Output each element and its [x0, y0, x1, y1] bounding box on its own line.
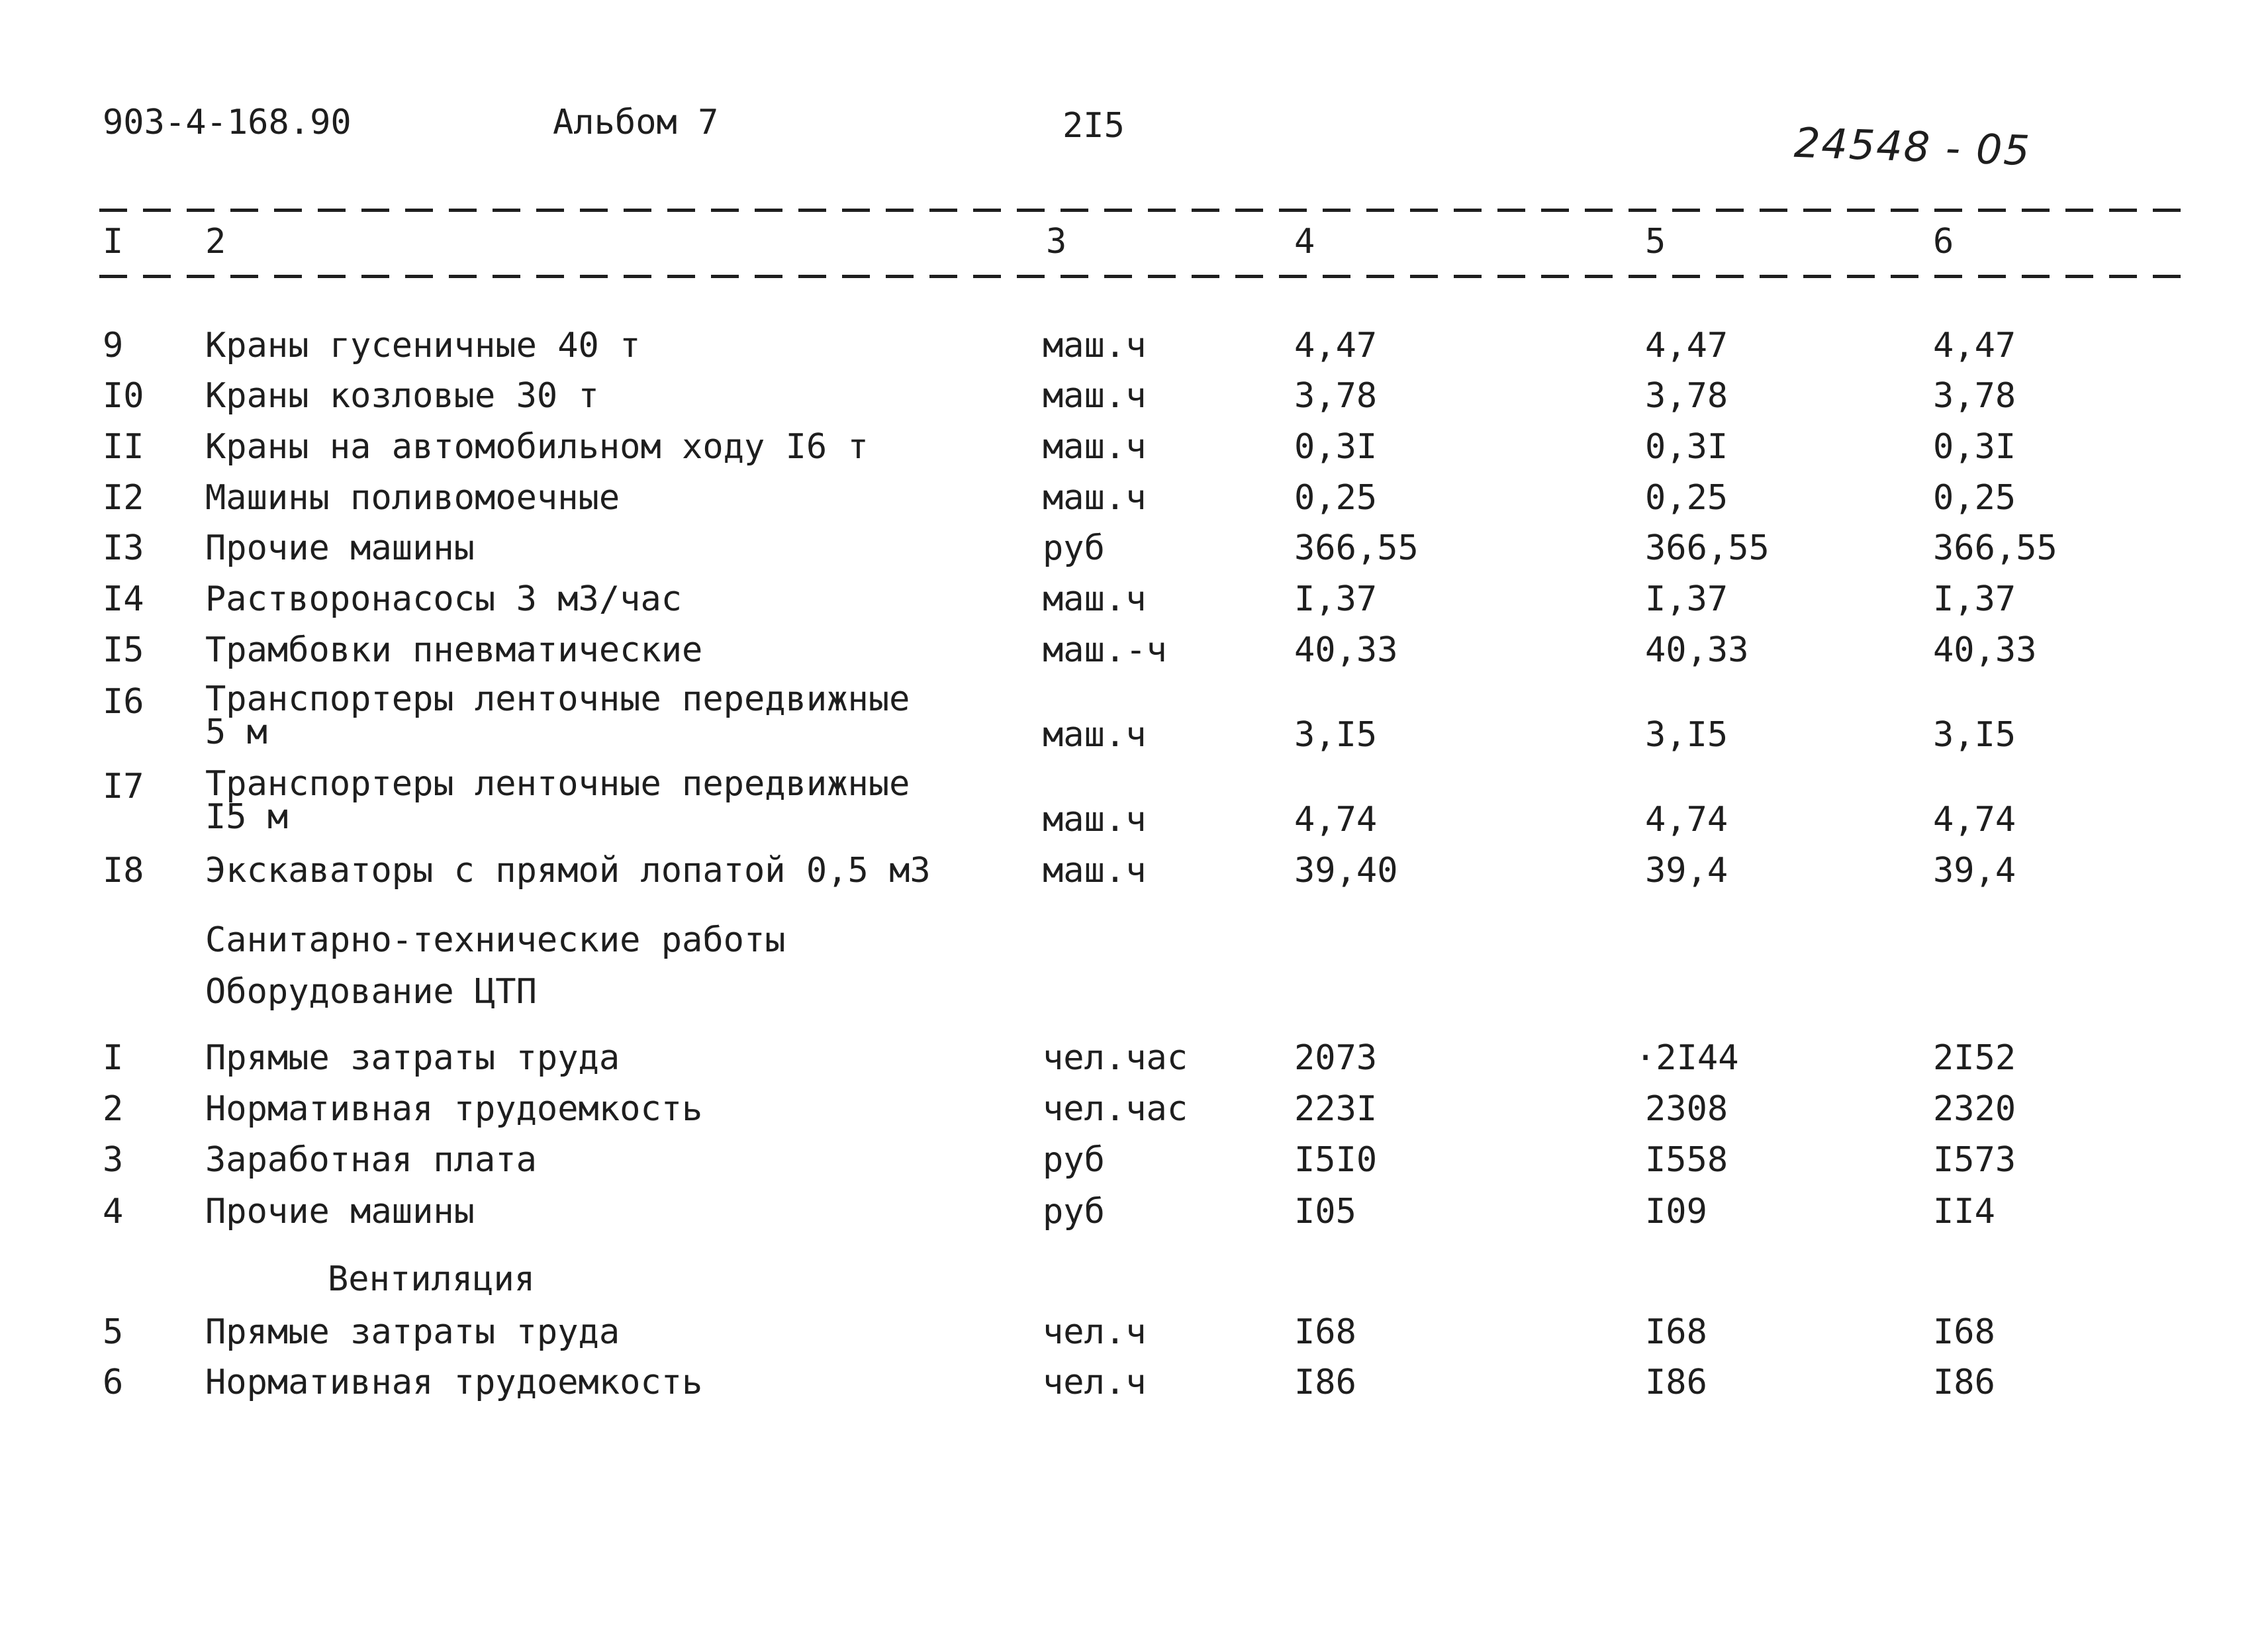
row-unit: чел.ч	[1043, 1312, 1147, 1352]
row-value-6: I68	[1933, 1312, 1995, 1352]
row-name: Транспортеры ленточные передвижные	[205, 764, 910, 804]
row-name: Нормативная трудоемкость	[205, 1089, 703, 1129]
row-number: I5	[103, 630, 144, 670]
row-name: Краны козловые 30 т	[205, 376, 599, 416]
row-name: Трамбовки пневматические	[205, 630, 703, 670]
row-number: I2	[103, 478, 144, 518]
row-value-4: 0,25	[1294, 478, 1378, 518]
row-value-6: I573	[1933, 1140, 2016, 1180]
row-name: Прямые затраты труда	[205, 1038, 620, 1078]
row-number: 6	[103, 1363, 124, 1402]
row-name: Прямые затраты труда	[205, 1312, 620, 1352]
row-unit: маш.-ч	[1043, 630, 1167, 670]
row-number: I7	[103, 767, 144, 806]
col-header-4: 4	[1294, 222, 1315, 262]
row-value-5: 40,33	[1645, 630, 1749, 670]
row-unit: маш.ч	[1043, 579, 1147, 619]
row-name: Заработная плата	[205, 1140, 537, 1180]
row-value-6: II4	[1933, 1192, 1995, 1232]
row-number: I8	[103, 851, 144, 891]
row-value-6: 3,I5	[1933, 715, 2016, 755]
col-header-1: I	[103, 222, 124, 262]
row-value-6: 3,78	[1933, 376, 2016, 416]
row-name: Растворонасосы 3 м3/час	[205, 579, 683, 619]
row-value-4: 4,47	[1294, 326, 1378, 365]
row-value-5: ·2I44	[1635, 1038, 1739, 1078]
section-title-sanitary: Санитарно-технические работы	[205, 920, 786, 960]
row-value-4: I86	[1294, 1363, 1356, 1402]
row-number: II	[103, 427, 144, 467]
bottom-dashed-rule	[99, 275, 2185, 278]
row-name: Транспортеры ленточные передвижные	[205, 679, 910, 719]
doc-code: 903-4-168.90	[103, 103, 352, 142]
row-value-5: 4,47	[1645, 326, 1728, 365]
row-unit: маш.ч	[1043, 800, 1147, 840]
row-value-5: I68	[1645, 1312, 1707, 1352]
row-value-4: 40,33	[1294, 630, 1398, 670]
row-name: Прочие машины	[205, 528, 475, 568]
row-unit: руб	[1043, 528, 1105, 568]
row-name: Прочие машины	[205, 1192, 475, 1232]
row-name: Краны на автомобильном ходу I6 т	[205, 427, 869, 467]
row-value-6: 2320	[1933, 1089, 2016, 1129]
row-value-6: 4,74	[1933, 800, 2016, 840]
row-value-4: 4,74	[1294, 800, 1378, 840]
row-value-5: 4,74	[1645, 800, 1728, 840]
row-value-6: 39,4	[1933, 851, 2016, 891]
row-value-5: 0,25	[1645, 478, 1728, 518]
col-header-6: 6	[1933, 222, 1954, 262]
row-value-6: I86	[1933, 1363, 1995, 1402]
row-name: Нормативная трудоемкость	[205, 1363, 703, 1402]
row-value-4: 366,55	[1294, 528, 1419, 568]
row-number: I3	[103, 528, 144, 568]
row-value-6: 40,33	[1933, 630, 2037, 670]
row-value-5: 3,I5	[1645, 715, 1728, 755]
row-value-5: 366,55	[1645, 528, 1770, 568]
row-unit: чел.час	[1043, 1089, 1188, 1129]
row-number: 2	[103, 1089, 124, 1129]
row-name-continuation: 5 м	[205, 712, 267, 752]
row-value-5: 2308	[1645, 1089, 1728, 1129]
section-subtitle-ctp: Оборудование ЦТП	[205, 972, 537, 1012]
row-name: Экскаваторы с прямой лопатой 0,5 м3	[205, 851, 931, 891]
row-value-4: I5I0	[1294, 1140, 1378, 1180]
row-value-5: I,37	[1645, 579, 1728, 619]
row-number: I6	[103, 682, 144, 722]
row-value-5: I09	[1645, 1192, 1707, 1232]
row-value-6: 2I52	[1933, 1038, 2016, 1078]
row-value-4: 39,40	[1294, 851, 1398, 891]
row-value-4: I,37	[1294, 579, 1378, 619]
col-header-2: 2	[205, 222, 226, 262]
album-label: Альбом 7	[553, 103, 719, 142]
row-value-5: 3,78	[1645, 376, 1728, 416]
row-name-continuation: I5 м	[205, 797, 289, 837]
row-value-4: 0,3I	[1294, 427, 1378, 467]
row-unit: маш.ч	[1043, 715, 1147, 755]
row-number: I	[103, 1038, 124, 1078]
row-unit: маш.ч	[1043, 478, 1147, 518]
row-value-4: I05	[1294, 1192, 1356, 1232]
section-title-ventilation: Вентиляция	[328, 1259, 536, 1299]
row-unit: чел.ч	[1043, 1363, 1147, 1402]
row-name: Краны гусеничные 40 т	[205, 326, 641, 365]
row-unit: чел.час	[1043, 1038, 1188, 1078]
row-value-4: 3,78	[1294, 376, 1378, 416]
row-number: I0	[103, 376, 144, 416]
handwritten-inventory-number: 24548 - 05	[1793, 118, 2032, 175]
row-unit: руб	[1043, 1140, 1105, 1180]
row-value-6: 366,55	[1933, 528, 2057, 568]
row-value-5: I558	[1645, 1140, 1728, 1180]
row-number: 9	[103, 326, 124, 365]
row-unit: маш.ч	[1043, 376, 1147, 416]
row-value-4: I68	[1294, 1312, 1356, 1352]
row-value-6: 4,47	[1933, 326, 2016, 365]
row-name: Машины поливомоечные	[205, 478, 620, 518]
row-value-4: 2073	[1294, 1038, 1378, 1078]
row-value-5: 39,4	[1645, 851, 1728, 891]
row-number: I4	[103, 579, 144, 619]
row-value-4: 223I	[1294, 1089, 1378, 1129]
row-value-4: 3,I5	[1294, 715, 1378, 755]
row-value-6: 0,25	[1933, 478, 2016, 518]
row-number: 3	[103, 1140, 124, 1180]
row-number: 4	[103, 1192, 124, 1232]
row-value-6: 0,3I	[1933, 427, 2016, 467]
row-unit: маш.ч	[1043, 326, 1147, 365]
row-unit: маш.ч	[1043, 851, 1147, 891]
row-unit: руб	[1043, 1192, 1105, 1232]
col-header-5: 5	[1645, 222, 1666, 262]
row-value-5: I86	[1645, 1363, 1707, 1402]
row-number: 5	[103, 1312, 124, 1352]
page-number: 2I5	[1063, 106, 1125, 146]
row-value-6: I,37	[1933, 579, 2016, 619]
col-header-3: 3	[1046, 222, 1067, 262]
row-value-5: 0,3I	[1645, 427, 1728, 467]
row-unit: маш.ч	[1043, 427, 1147, 467]
top-dashed-rule	[99, 209, 2185, 212]
